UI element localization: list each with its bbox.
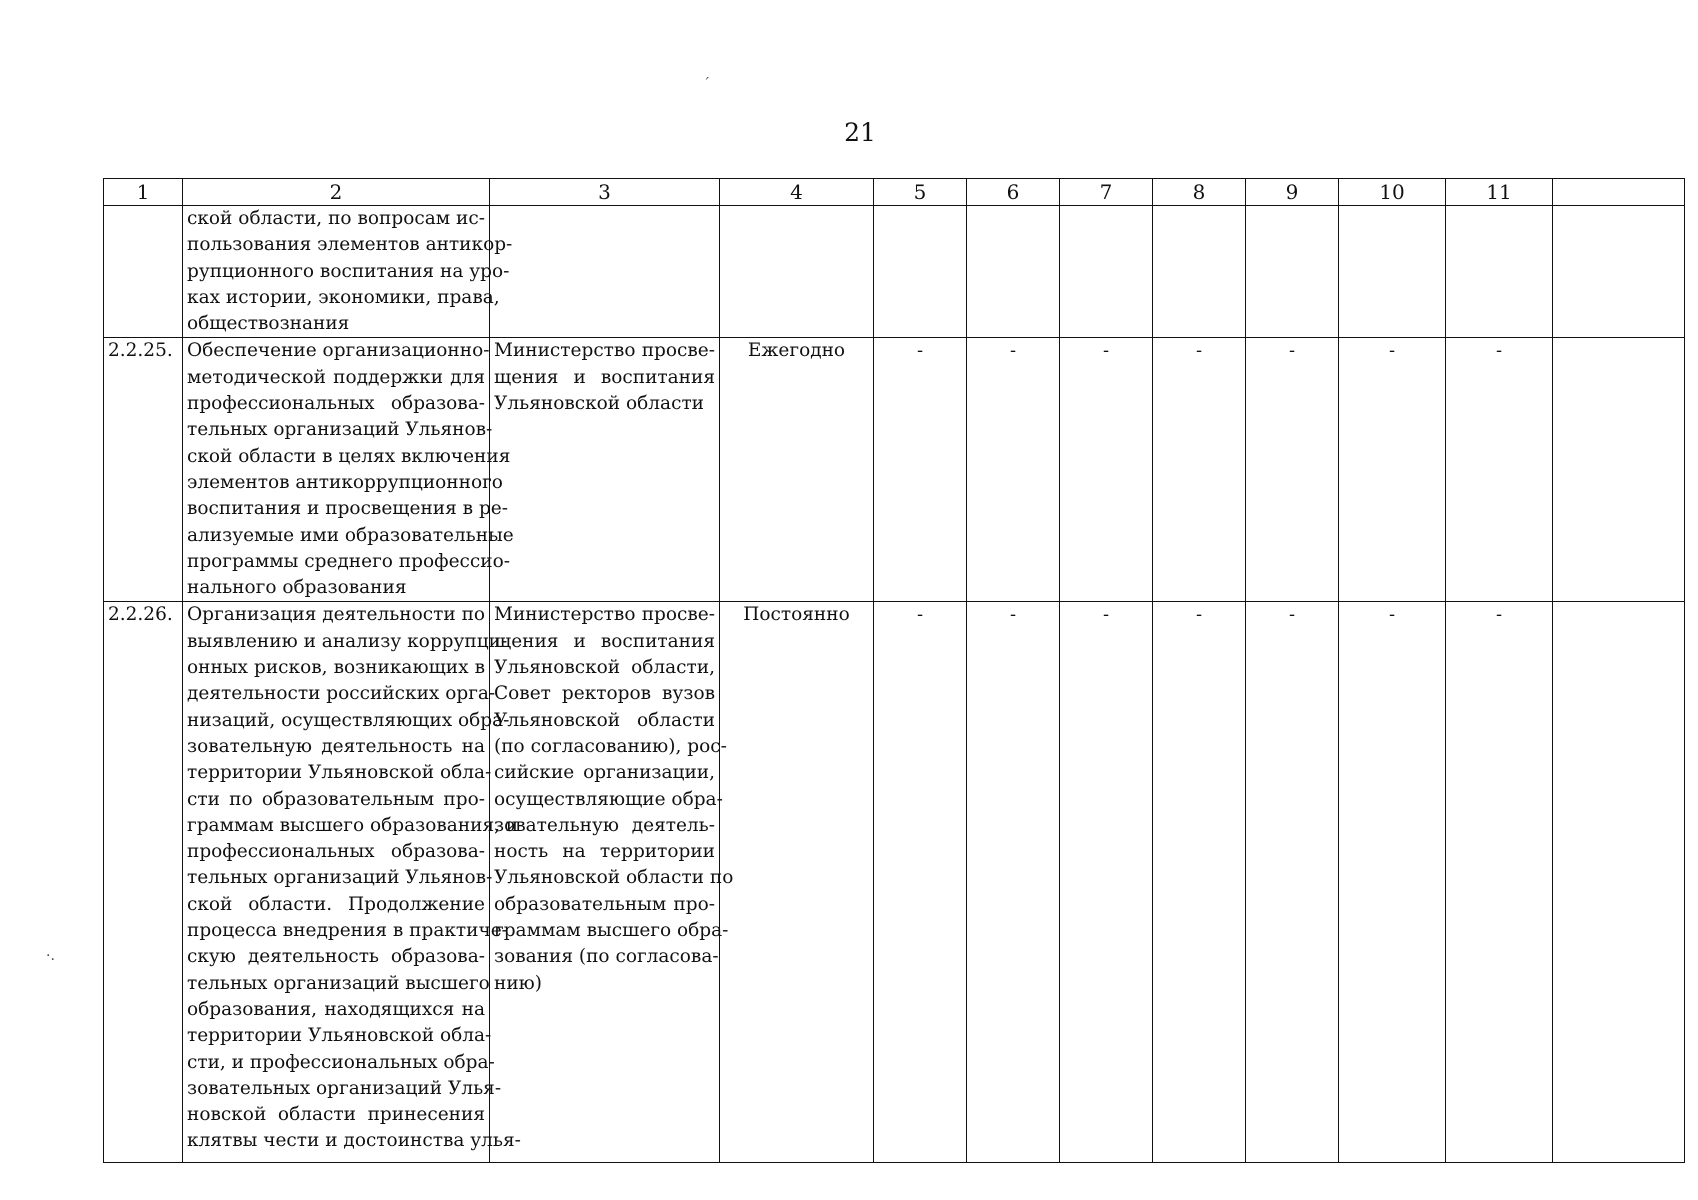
row-number — [104, 206, 183, 338]
description-line: пользования элементов антикор- — [187, 234, 513, 256]
description-line: выявлению и анализу коррупци- — [187, 630, 508, 652]
row-value: - — [874, 602, 967, 1163]
description-line: обществознания — [187, 313, 350, 335]
responsible-line: Министерство просве- — [494, 340, 715, 362]
row-value: - — [1060, 602, 1153, 1163]
scan-speck: ·. — [46, 948, 55, 964]
description-line: методической поддержки для — [187, 366, 485, 388]
description-line: скую деятельность образова- — [187, 946, 485, 968]
description-line: ской области в целях включения — [187, 445, 511, 467]
description-line: образования, находящихся на — [187, 998, 485, 1020]
row-value — [1153, 206, 1246, 338]
row-empty-cell — [1553, 602, 1685, 1163]
responsible-line: зования (по согласова- — [494, 946, 719, 968]
description-line: территории Ульяновской обла- — [187, 762, 492, 784]
description-line: ской области. Продолжение — [187, 893, 485, 915]
row-value: - — [1246, 338, 1339, 602]
responsible-line: (по согласованию), рос- — [494, 735, 727, 757]
row-value: - — [967, 602, 1060, 1163]
responsible-line: Министерство просве- — [494, 604, 715, 626]
responsible-line: Совет ректоров вузов — [494, 683, 715, 705]
row-value: - — [1153, 602, 1246, 1163]
responsible-line: зовательную деятель- — [494, 814, 715, 836]
column-header: 5 — [874, 179, 967, 206]
row-value: - — [874, 338, 967, 602]
table-row — [104, 338, 1685, 602]
responsible-line: образовательным про- — [494, 893, 715, 915]
column-header: 1 — [104, 179, 183, 206]
description-line: ках истории, экономики, права, — [187, 286, 500, 308]
description-line: деятельности российских орга- — [187, 683, 496, 705]
responsible-line: Ульяновской области — [494, 393, 705, 415]
column-header: 3 — [490, 179, 720, 206]
description-line: тельных организаций Ульянов- — [187, 419, 493, 441]
responsible-line: щения и воспитания — [494, 366, 715, 388]
description-line: зовательную деятельность на — [187, 735, 485, 757]
row-period: Ежегодно — [720, 338, 874, 602]
responsible-line: Ульяновской области по — [494, 867, 734, 889]
column-header: 4 — [720, 179, 874, 206]
description-line: профессиональных образова- — [187, 841, 485, 863]
description-line: Обеспечение организационно- — [187, 340, 490, 362]
row-period — [720, 206, 874, 338]
description-line: рупционного воспитания на уро- — [187, 260, 510, 282]
description-line: ализуемые ими образовательные — [187, 524, 514, 546]
row-period: Постоянно — [720, 602, 874, 1163]
row-value: - — [1339, 602, 1446, 1163]
description-line: элементов антикоррупционного — [187, 471, 503, 493]
row-value: - — [1339, 338, 1446, 602]
description-line: низаций, осуществляющих обра- — [187, 709, 510, 731]
description-line: территории Ульяновской обла- — [187, 1025, 492, 1047]
responsible-line: осуществляющие обра- — [494, 788, 723, 810]
description-line: тельных организаций Ульянов- — [187, 867, 493, 889]
description-line: онных рисков, возникающих в — [187, 657, 485, 679]
description-line: зовательных организаций Улья- — [187, 1077, 502, 1099]
row-description — [183, 206, 513, 338]
row-responsible — [490, 338, 720, 602]
row-value: - — [1060, 338, 1153, 602]
row-number: 2.2.26. — [104, 602, 183, 1163]
row-value — [874, 206, 967, 338]
description-line: нального образования — [187, 577, 407, 599]
column-header: 7 — [1060, 179, 1153, 206]
row-description — [183, 602, 521, 1163]
responsible-line: нию) — [494, 972, 542, 994]
row-value — [967, 206, 1060, 338]
description-line: тельных организаций высшего — [187, 972, 490, 994]
row-value: - — [1446, 338, 1553, 602]
description-line: Организация деятельности по — [187, 604, 486, 626]
row-number: 2.2.25. — [104, 338, 183, 602]
row-value: - — [1153, 338, 1246, 602]
column-header: 2 — [183, 179, 490, 206]
row-empty-cell — [1553, 338, 1685, 602]
description-line: программы среднего профессио- — [187, 550, 510, 572]
description-line: профессиональных образова- — [187, 393, 485, 415]
description-line: новской области принесения — [187, 1104, 485, 1126]
page-number: 21 — [844, 118, 876, 147]
row-responsible — [490, 602, 734, 1163]
table-row — [104, 206, 1685, 338]
row-value — [1446, 206, 1553, 338]
row-value: - — [1446, 602, 1553, 1163]
scan-speck: ˊ — [703, 76, 710, 92]
table-header-row — [104, 179, 1685, 206]
row-description — [183, 338, 514, 602]
description-line: сти, и профессиональных обра- — [187, 1051, 495, 1073]
row-value — [1339, 206, 1446, 338]
measures-table — [103, 178, 1685, 1163]
row-value — [1246, 206, 1339, 338]
column-header-empty — [1553, 179, 1685, 206]
description-line: граммам высшего образования, и — [187, 814, 519, 836]
column-header: 10 — [1339, 179, 1446, 206]
column-header: 6 — [967, 179, 1060, 206]
description-line: ской области, по вопросам ис- — [187, 208, 485, 229]
description-line: клятвы чести и достоинства улья- — [187, 1130, 521, 1152]
responsible-line: граммам высшего обра- — [494, 920, 729, 942]
responsible-line: Ульяновской области — [494, 709, 715, 731]
responsible-line: ность на территории — [494, 841, 715, 863]
row-empty-cell — [1553, 206, 1685, 338]
row-value — [1060, 206, 1153, 338]
description-line: воспитания и просвещения в ре- — [187, 498, 508, 520]
row-responsible — [490, 206, 720, 338]
column-header: 9 — [1246, 179, 1339, 206]
description-line: процесса внедрения в практиче- — [187, 920, 508, 942]
column-header: 8 — [1153, 179, 1246, 206]
description-line: сти по образовательным про- — [187, 788, 485, 810]
responsible-line: сийские организации, — [494, 762, 715, 784]
row-value: - — [1246, 602, 1339, 1163]
responsible-line: Ульяновской области, — [494, 657, 715, 679]
table-row — [104, 602, 1685, 1163]
responsible-line: щения и воспитания — [494, 630, 715, 652]
column-header: 11 — [1446, 179, 1553, 206]
row-value: - — [967, 338, 1060, 602]
